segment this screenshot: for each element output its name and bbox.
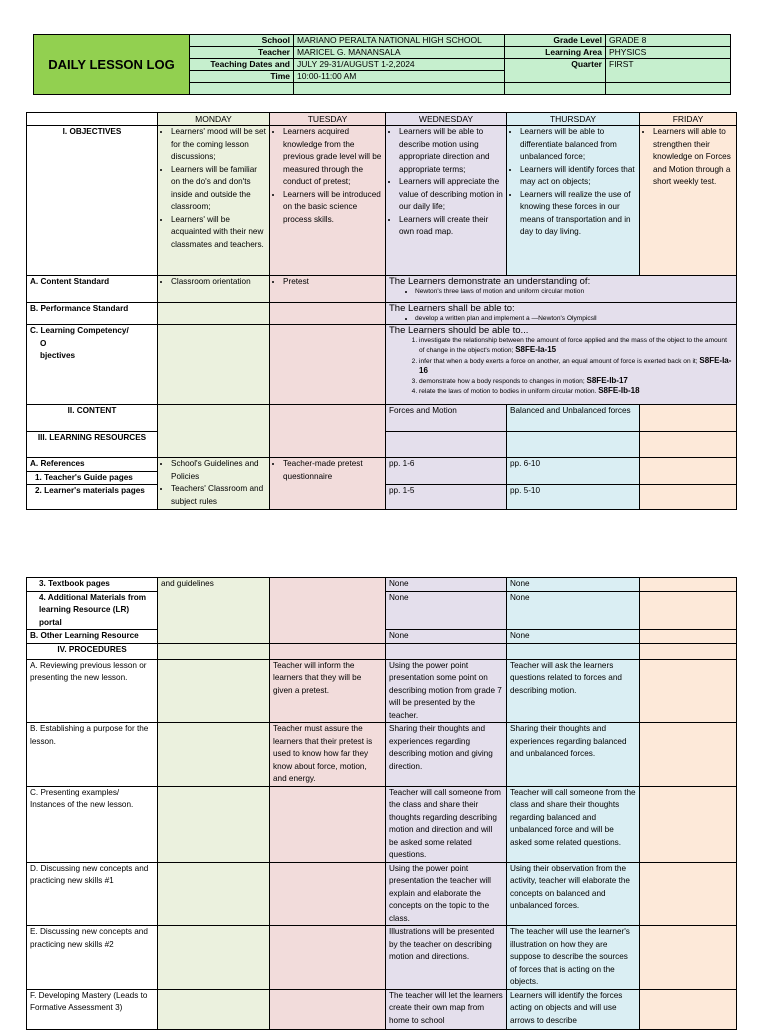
dates-label: Teaching Dates and [190,59,294,71]
lm-thursday: pp. 5-10 [507,485,640,510]
proc-a-label: A. Reviewing previous lesson or presenting the new lesson. [27,659,158,723]
proc-a-thursday: Teacher will ask the learners questions related to forces and describing motion. [507,659,640,723]
objectives-thursday [510,126,636,239]
quarter-label: Quarter [505,59,606,83]
list-item: • Learners will able to strengthen their knowledge on Forces and Motion through a short weekly test. [653,126,733,189]
lesson-table-2 [26,577,737,1030]
proc-c-thursday: Teacher will call someone from the class and share their thoughts regarding balanced and unbalanced force and will be asked some related questions. [507,786,640,862]
proc-e-wednesday: Illustrations will be presented by the teacher on describing motion and directions. [386,926,507,990]
content-standard-intro: The Learners demonstrate an understanding of: [389,276,591,287]
other-wednesday: None [386,630,507,644]
school-label: School [190,35,294,47]
proc-f-thursday: Learners will identify the forces acting on objects and will use arrows to describe [507,989,640,1029]
objectives-tuesday [273,126,382,226]
list-item: • Learners will be able to describe motion using appropriate direction and appropriate terms; [399,126,503,176]
list-item: • Learners will create their own road map. [399,214,503,239]
header-table [33,34,731,95]
content-thursday: Balanced and Unbalanced forces [507,405,640,432]
grade-value: GRADE 8 [606,35,731,47]
page-title: DAILY LESSON LOG [34,35,190,95]
list-item: • Learners will identify forces that may act on objects; [520,164,636,189]
competency-intro: The Learners should be able to... [389,325,529,336]
list-item: • Learners will realize the use of knowing these forces in our means of transportation and in day to day living. [520,189,636,239]
textbook-wednesday: None [386,578,507,592]
other-thursday: None [507,630,640,644]
list-item: • Pretest [283,276,382,289]
proc-a-tuesday: Teacher will inform the learners that they will be given a pretest. [270,659,386,723]
competency-label: C. Learning Competency/ [30,326,129,335]
list-item: 3. demonstrate how a body responds to changes in motion; S8FE-Ib-17 [419,376,733,386]
list-item: • Classroom orientation [171,276,266,289]
textbook-label: 3. Textbook pages [27,578,158,592]
additional-materials-label: 4. Additional Materials from learning Resource (LR) portal [27,591,158,630]
lesson-table-1 [26,112,737,510]
performance-standard-intro: The Learners shall be able to: [389,303,515,314]
list-item: • Teachers' Classroom and subject rules [171,483,266,508]
proc-b-tuesday: Teacher must assure the learners that their pretest is used to know how far they know about force, motion, and energy. [270,723,386,787]
list-item: • Learners' will be acquainted with their new classmates and teachers. [171,214,266,252]
school-value: MARIANO PERALTA NATIONAL HIGH SCHOOL [294,35,505,47]
references-label: A. References [27,458,158,472]
additional-wednesday: None [386,591,507,630]
teachers-guide-label: 1. Teacher's Guide pages [27,471,158,485]
time-value: 10:00-11:00 AM [294,71,505,83]
list-item: • Learners will appreciate the value of describing motion in our daily life; [399,176,503,214]
proc-d-label: D. Discussing new concepts and practicing new skills #1 [27,862,158,926]
textbook-thursday: None [507,578,640,592]
textbook-monday: and guidelines [158,578,270,644]
additional-thursday: None [507,591,640,630]
list-item: • Learners' mood will be set for the coming lesson discussions; [171,126,266,164]
list-item: 1. investigate the relationship between the amount of force applied and the mass of the object to the amount of change in the object's motion; S8FE-Ia-15 [419,336,733,356]
proc-b-label: B. Establishing a purpose for the lesson. [27,723,158,787]
list-item: • Learners will be familiar on the do's and don'ts inside and outside the classroom; [171,164,266,214]
tg-wednesday: pp. 1-6 [386,458,507,485]
proc-e-thursday: The teacher will use the learner's illustration on how they are suppose to describe the sources of forces that is acting on the objects. [507,926,640,990]
list-item: • Learners acquired knowledge from the previous grade level will be measured through the conduct of pretest; [283,126,382,189]
list-item: • School's Guidelines and Policies [171,458,266,483]
quarter-value: FIRST [606,59,731,83]
list-item: • develop a written plan and implement a ―Newton's Olympics‖ [415,314,733,323]
proc-a-wednesday: Using the power point presentation some point on describing motion from grade 7 will be presented by the teacher. [386,659,507,723]
lm-wednesday: pp. 1-5 [386,485,507,510]
tg-thursday: pp. 6-10 [507,458,640,485]
day-header-monday: MONDAY [158,113,270,126]
competency-label-o: O [40,338,47,348]
list-item: 4. relate the laws of motion to bodies in uniform circular motion. S8FE-Ib-18 [419,386,733,396]
list-item: 2. infer that when a body exerts a force on another, an equal amount of force is exerted back on it; S8FE-Ia-16 [419,356,733,377]
list-item: • Newton's three laws of motion and uniform circular motion [415,287,733,296]
objectives-wednesday [389,126,503,239]
proc-c-label: C. Presenting examples/ Instances of the new lesson. [27,786,158,862]
list-item: • Teacher-made pretest questionnaire [283,458,382,483]
objectives-label: I. OBJECTIVES [27,126,158,276]
content-label: II. CONTENT [27,405,158,432]
day-header-tuesday: TUESDAY [270,113,386,126]
competency-list [389,336,733,397]
procedures-label: IV. PROCEDURES [27,643,158,659]
proc-b-thursday: Sharing their thoughts and experiences regarding balanced and unbalanced forces. [507,723,640,787]
dates-value: JULY 29-31/AUGUST 1-2,2024 [294,59,505,71]
learning-resources-label: III. LEARNING RESOURCES [27,432,158,458]
proc-b-wednesday: Sharing their thoughts and experiences regarding describing motion and giving direction. [386,723,507,787]
objectives-friday [643,126,733,189]
proc-c-wednesday: Teacher will call someone from the class and share their thoughts regarding describing motion and direction and will be asked some related questions. [386,786,507,862]
proc-d-wednesday: Using the power point presentation the teacher will explain and elaborate the concepts on the topic to the class. [386,862,507,926]
proc-f-label: F. Developing Mastery (Leads to Formative Assessment 3) [27,989,158,1029]
content-wednesday: Forces and Motion [386,405,507,432]
list-item: • Learners will be able to differentiate balanced from unbalanced force; [520,126,636,164]
teacher-value: MARICEL G. MANANSALA [294,47,505,59]
area-label: Learning Area [505,47,606,59]
area-value: PHYSICS [606,47,731,59]
teacher-label: Teacher [190,47,294,59]
competency-label-objectives: bjectives [40,351,76,360]
day-header-friday: FRIDAY [640,113,737,126]
objectives-monday [161,126,266,251]
other-resource-label: B. Other Learning Resource [27,630,158,644]
learners-materials-label: 2. Learner's materials pages [27,485,158,510]
content-standard-label: A. Content Standard [27,276,158,303]
proc-e-label: E. Discussing new concepts and practicing new skills #2 [27,926,158,990]
time-label: Time [190,71,294,83]
grade-label: Grade Level [505,35,606,47]
list-item: • Learners will be introduced on the basic science process skills. [283,189,382,227]
proc-f-wednesday: The teacher will let the learners create their own map from home to school [386,989,507,1029]
day-header-thursday: THURSDAY [507,113,640,126]
performance-standard-label: B. Performance Standard [27,303,158,325]
proc-d-thursday: Using their observation from the activity, teacher will elaborate the concepts on balanced and unbalanced forces. [507,862,640,926]
day-header-wednesday: WEDNESDAY [386,113,507,126]
